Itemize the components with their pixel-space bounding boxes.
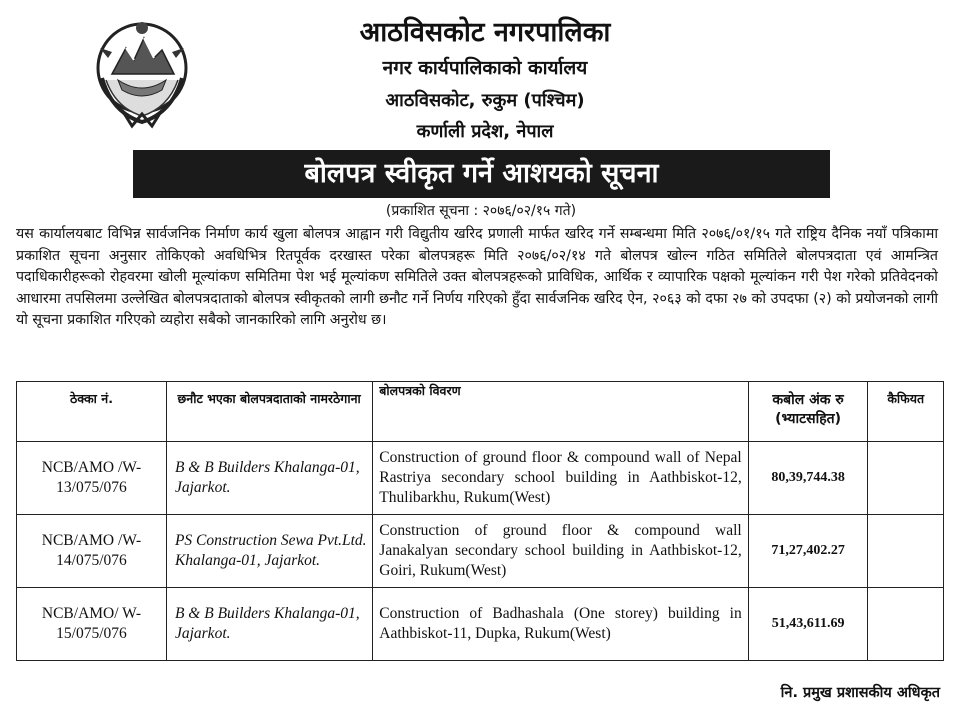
published-date: (प्रकाशित सूचना : २०७६/०२/१५ गते) [385, 203, 577, 219]
notice-title: बोलपत्र स्वीकृत गर्ने आशयको सूचना [133, 150, 830, 198]
table-row [17, 515, 944, 588]
description-cell: Construction of ground floor & compound wall of Nepal Rastriya secondary school building in Aathbiskot-12, Thulibarkhu, Rukum(West) [373, 442, 748, 515]
header-contract-no: ठेक्का नं. [17, 382, 167, 442]
description-cell: Construction of Badhashala (One storey) building in Aathbiskot-11, Dupka, Rukum(West) [373, 588, 748, 661]
table-row [17, 442, 944, 515]
bid-table [16, 381, 944, 661]
table-header-row [17, 382, 944, 442]
remarks-cell [868, 515, 944, 588]
bidder-cell: B & B Builders Khalanga-01, Jajarkot. [166, 588, 372, 661]
bidder-cell: PS Construction Sewa Pvt.Ltd. Khalanga-01, Jajarkot. [166, 515, 372, 588]
amount-cell: 71,27,402.27 [748, 515, 868, 588]
bidder-cell: B & B Builders Khalanga-01, Jajarkot. [166, 442, 372, 515]
office-address: आठविसकोट, रुकुम (पश्चिम) [385, 90, 585, 111]
amount-cell: 51,43,611.69 [748, 588, 868, 661]
nepal-emblem-icon [92, 18, 192, 130]
remarks-cell [868, 588, 944, 661]
province-country: कर्णाली प्रदेश, नेपाल [416, 121, 554, 142]
header-amount: कबोल अंक रु (भ्याटसहित) [748, 382, 868, 442]
notice-body: यस कार्यालयबाट विभिन्न सार्वजनिक निर्माण कार्य खुला बोलपत्र आह्वान गरी विद्युतीय खरिद प्रणाली मार्फत खरिद गर्ने सम्बन्धमा मिति २०७६/०१/१५ गते राष्ट्रिय दैनिक नयाँ पत्रिकामा प्रकाशित सूचना अनुसार तोकिएको अवधिभित्र रितपूर्वक दरखास्त परेका बोलपत्रहरू मिति २०७६/०२/१४ गते बोलपत्र खोल्न गठित समितिले बोलपत्रदाता एवं आमन्त्रित पदाधिकारीहरूको रोहवरमा खोली मूल्यांकण समितिमा पेश भई मूल्यांकण समितिले उक्त बोलपत्रहरूको प्राविधिक, आर्थिक र व्यापारिक पक्षको मूल्यांकन गरी पेश गरेको प्रतिवेदनको आधारमा तपसिलमा उल्लेखित बोलपत्रदाताको बोलपत्र स्वीकृतको लागी छनौट गर्ने निर्णय गरिएको हुँदा सार्वजनिक खरिद ऐन, २०६३ को दफा २७ को उपदफा (२) को प्रयोजनको लागी यो सूचना प्रकाशित गरिएको व्यहोरा सबैको जानकारिको लागि अनुरोध छ। [16, 226, 938, 328]
table-row [17, 588, 944, 661]
signatory-title: नि. प्रमुख प्रशासकीय अधिकृत [780, 685, 940, 701]
letterhead [0, 0, 962, 150]
description-cell: Construction of ground floor & compound wall Janakalyan secondary school building in Aathbiskot-12, Goiri, Rukum(West) [373, 515, 748, 588]
office-name: नगर कार्यपालिकाको कार्यालय [382, 57, 588, 79]
amount-cell: 80,39,744.38 [748, 442, 868, 515]
header-bidder: छनौट भएका बोलपत्रदाताको नामरठेगाना [166, 382, 372, 442]
header-description: बोलपत्रको विवरण [373, 382, 748, 442]
org-name: आठविसकोट नगरपालिका [359, 17, 611, 48]
contract-no-cell: NCB/AMO /W-14/075/076 [17, 515, 167, 588]
remarks-cell [868, 442, 944, 515]
contract-no-cell: NCB/AMO /W-13/075/076 [17, 442, 167, 515]
header-remarks: कैफियत [868, 382, 944, 442]
contract-no-cell: NCB/AMO/ W-15/075/076 [17, 588, 167, 661]
